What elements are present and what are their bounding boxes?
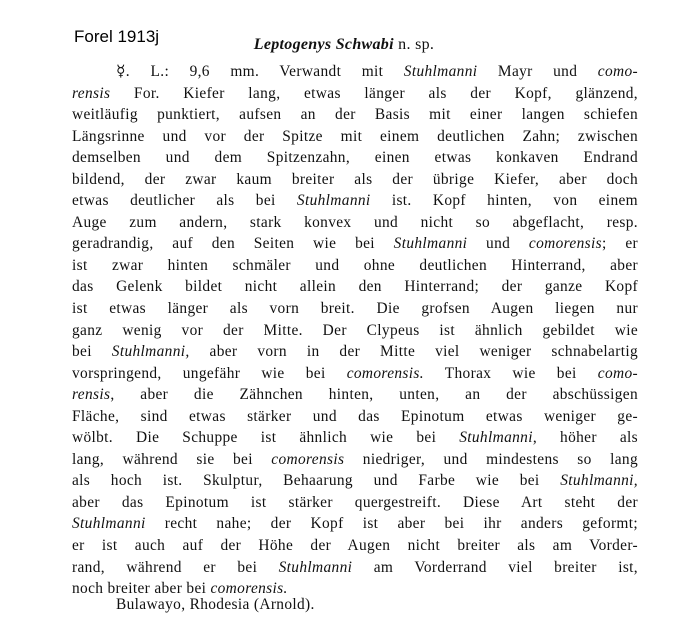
text-line: rensis For. Kiefer lang, etwas länger als der Kopf, glänzend, bbox=[72, 84, 638, 102]
text-line: Auge zum andern, stark konvex und nicht so abgeflacht, resp. bbox=[72, 213, 638, 231]
text-line: er ist auch auf der Höhe der Augen nicht breiter als am Vorder- bbox=[72, 537, 638, 555]
text-line: wölbt. Die Schuppe ist ähnlich wie bei Stuhlmanni, höher als bbox=[72, 429, 638, 447]
text-line: rensis, aber die Zähnchen hinten, unten, an der abschüssigen bbox=[72, 386, 638, 404]
text-line: ist etwas länger als vorn breit. Die grofsen Augen liegen nur bbox=[72, 300, 638, 318]
text-line: ☿. L.: 9,6 mm. Verwandt mit Stuhlmanni Mayr und como- bbox=[116, 63, 638, 80]
species-name: Leptogenys Schwabi bbox=[253, 36, 394, 53]
species-heading bbox=[0, 36, 688, 54]
text-line: noch breiter aber bei comorensis. bbox=[72, 580, 288, 598]
text-line: Stuhlmanni recht nahe; der Kopf ist aber bei ihr anders geformt; bbox=[72, 515, 638, 533]
text-line: als hoch ist. Skulptur, Behaarung und Farbe wie bei Stuhlmanni, bbox=[72, 472, 638, 490]
text-line: ist zwar hinten schmäler und ohne deutlichen Hinterrand, aber bbox=[72, 256, 638, 274]
text-line: lang, während sie bei comorensis niedriger, und mindestens so lang bbox=[72, 450, 638, 468]
text-line: demselben und dem Spitzenzahn, einen etwas konkaven Endrand bbox=[72, 149, 638, 167]
text-line: bei Stuhlmanni, aber vorn in der Mitte viel weniger schnabelartig bbox=[72, 343, 638, 361]
text-line: das Gelenk bildet nicht allein den Hinterrand; der ganze Kopf bbox=[72, 278, 638, 296]
text-line: etwas deutlicher als bei Stuhlmanni ist. Kopf hinten, von einem bbox=[72, 192, 638, 210]
text-line: Fläche, sind etwas stärker und das Epinotum etwas weniger ge- bbox=[72, 407, 638, 425]
text-line: aber das Epinotum ist stärker quergestreift. Diese Art steht der bbox=[72, 493, 638, 511]
text-line: weitläufig punktiert, aufsen an der Basis mit einer langen schiefen bbox=[72, 106, 638, 124]
text-line: ganz wenig vor der Mitte. Der Clypeus ist ähnlich gebildet wie bbox=[72, 321, 638, 339]
description-text bbox=[72, 61, 638, 600]
text-line: geradrandig, auf den Seiten wie bei Stuhlmanni und comorensis; er bbox=[72, 235, 638, 253]
text-line: rand, während er bei Stuhlmanni am Vorderrand viel breiter ist, bbox=[72, 558, 638, 576]
reference-label: Forel 1913j bbox=[74, 27, 160, 46]
text-line: vorspringend, ungefähr wie bei comorensis. Thorax wie bei como- bbox=[72, 364, 638, 382]
locality-line: Bulawayo, Rhodesia (Arnold). bbox=[116, 596, 315, 613]
text-line: Längsrinne und vor der Spitze mit einem deutlichen Zahn; zwischen bbox=[72, 127, 638, 145]
text-line: bildend, der zwar kaum breiter als der übrige Kiefer, aber doch bbox=[72, 170, 638, 188]
new-species-tag: n. sp. bbox=[398, 36, 435, 53]
